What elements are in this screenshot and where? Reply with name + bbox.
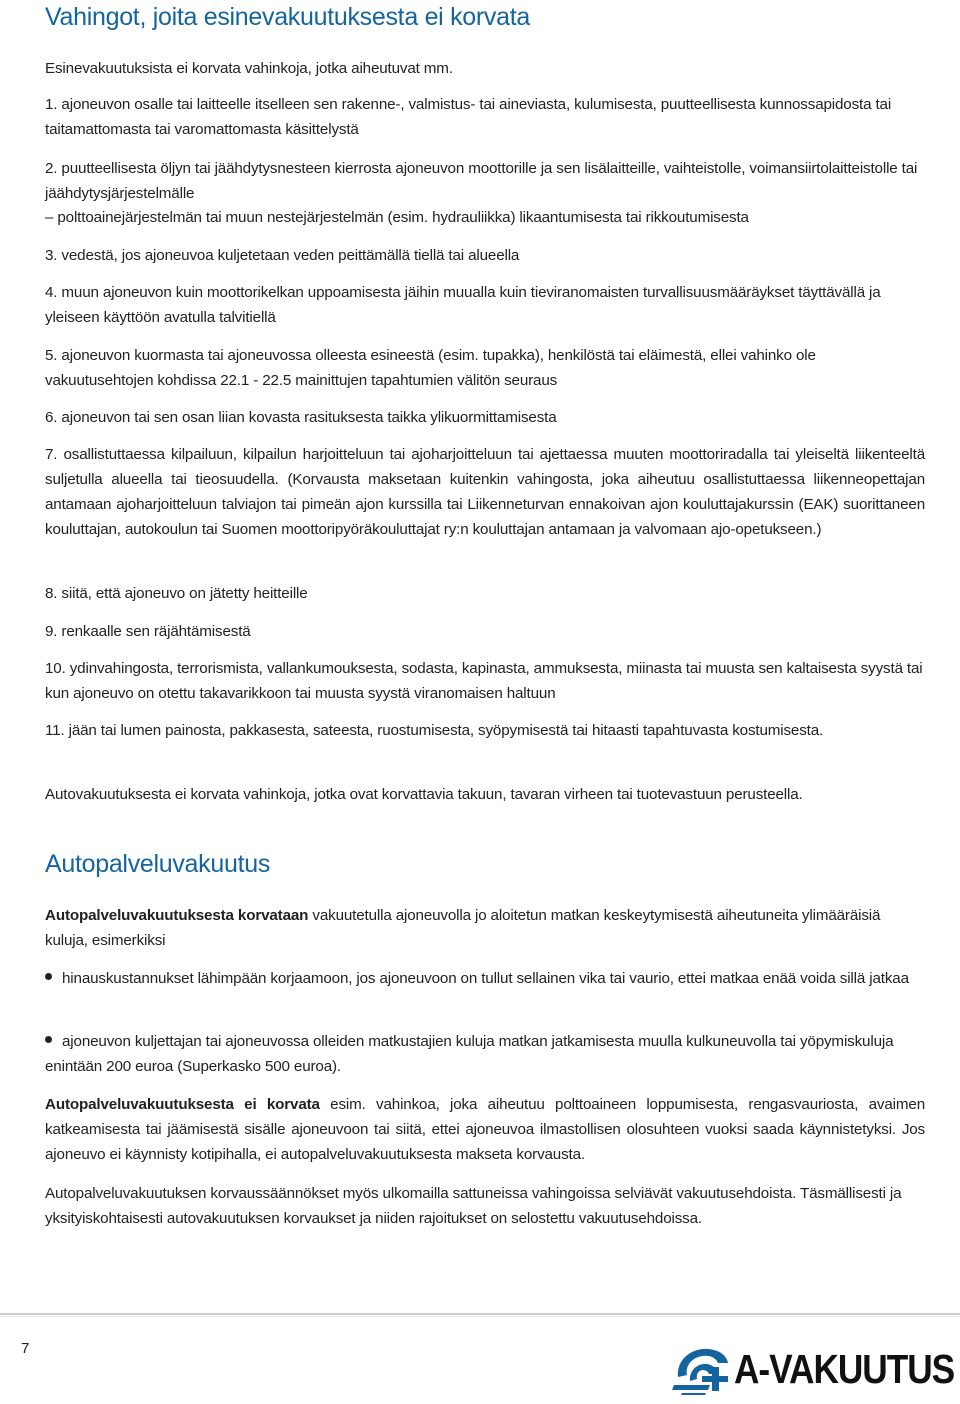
bullet-icon bbox=[45, 973, 52, 980]
covered-text: vakuutetulla ajoneuvolla jo aloitetun matkan keskeytymisestä aiheutuneita ylimääräisiä kuluja, esimerkiksi bbox=[45, 907, 881, 949]
section-title-exclusions: Vahingot, joita esinevakuutuksesta ei korvata bbox=[45, 3, 530, 31]
autopalvelu-final-paragraph: Autopalveluvakuutuksen korvaussäännökset myös ulkomailla sattuneissa vahingoissa selviävät vakuutusehdoista. Täsmällisesti ja yksityiskohtaisesti autovakuutuksen korvaukset ja niiden rajoitukset on selostettu vakuutusehdoissa. bbox=[45, 1185, 902, 1227]
bullet-text: ajoneuvon kuljettajan tai ajoneuvossa olleiden matkustajien kuluja matkan jatkamisesta muulla kulkuneuvolla tai yöpymiskuluja enintään 200 euroa (Superkasko 500 euroa). bbox=[45, 1033, 894, 1075]
autopalvelu-covered-paragraph bbox=[45, 903, 925, 953]
exclusion-item-2: 2. puutteellisesta öljyn tai jäähdytysnesteen kierrosta ajoneuvon moottorille ja sen lisälaitteille, vaihteistolle, voimansiirtolaitteistolle tai jäähdytysjärjestelmälle bbox=[45, 160, 918, 202]
exclusion-item-2-sub: – polttoainejärjestelmän tai muun nestejärjestelmän (esim. hydrauliikka) likaantumisesta tai rikkoutumisesta bbox=[45, 209, 749, 226]
autopalvelu-not-covered-paragraph bbox=[45, 1092, 925, 1167]
exclusion-item-1: 1. ajoneuvon osalle tai laitteelle itselleen sen rakenne-, valmistus- tai aineviasta, kulumisesta, puutteellisesta kunnossapidosta tai taitamattomasta tai varomattomasta käsittelystä bbox=[45, 96, 892, 138]
exclusion-item-5: 5. ajoneuvon kuormasta tai ajoneuvossa olleesta esineestä (esim. tupakka), henkilöstä tai eläimestä, ellei vahinko ole vakuutusehtojen kohdissa 22.1 - 22.5 mainittujen tapahtumien välitön seuraus bbox=[45, 347, 816, 389]
intro-text: Esinevakuutuksista ei korvata vahinkoja, jotka aiheutuvat mm. bbox=[45, 60, 453, 77]
exclusion-item-6: 6. ajoneuvon tai sen osan liian kovasta rasituksesta taikka ylikuormittamisesta bbox=[45, 409, 557, 426]
not-covered-bold-label: Autopalveluvakuutuksesta ei korvata bbox=[45, 1096, 320, 1113]
exclusion-item-3: 3. vedestä, jos ajoneuvoa kuljetetaan veden peittämällä tiellä tai alueella bbox=[45, 247, 520, 264]
bullet-text: hinauskustannukset lähimpään korjaamoon, jos ajoneuvoon on tullut sellainen vika tai vaurio, ettei matkaa enää voida sillä jatkaa bbox=[62, 970, 909, 987]
footer-divider-shadow bbox=[0, 1316, 960, 1317]
exclusion-item-11: 11. jään tai lumen painosta, pakkasesta, sateesta, ruostumisesta, syöpymisestä tai hitaasti tapahtuvasta kostumisesta. bbox=[45, 722, 824, 739]
page-number: 7 bbox=[21, 1340, 30, 1357]
bullet-icon bbox=[45, 1036, 52, 1043]
closing-text: Autovakuutuksesta ei korvata vahinkoja, jotka ovat korvattavia takuun, tavaran virheen tai tuotevastuun perusteella. bbox=[45, 786, 803, 803]
exclusion-item-8: 8. siitä, että ajoneuvo on jätetty heitteille bbox=[45, 585, 308, 602]
section-title-autopalvelu: Autopalveluvakuutus bbox=[45, 850, 271, 878]
not-covered-text: esim. vahinkoa, joka aiheutuu polttoaineen loppumisesta, rengasvauriosta, avaimen katkeamisesta tai jäämisestä sisälle ajoneuvoon tai siitä, ettei ajoneuvoa ilmastollisen olosuhteen vuoksi saada käynnistetyksi. Jos ajoneuvo ei käynnisty kotipihalla, ei autopalveluvakuutuksesta makseta korvausta. bbox=[45, 1096, 925, 1163]
a-vakuutus-logo bbox=[672, 1343, 955, 1395]
exclusion-item-7: 7. osallistuttaessa kilpailuun, kilpailun harjoitteluun tai ajoharjoitteluun tai ajettaessa muuten moottoriradalla tai yleiseltä liikenteeltä suljetulla alueella tai tieosuudella. (Korvausta maksetaan kuitenkin vahingosta, joka aiheutuu osallistuttaessa liikenneopettajan antamaan ajoharjoitteluun talviajon tai pimeän ajon kurssilla tai Liikenneturvan ennakoivan ajon kouluttajakurssin (EAK) suorittaneen kouluttajan, autokoulun tai Suomen moottoripyöräkouluttajat ry:n kouluttajan antamaan ja valvomaan ajo-opetukseen.) bbox=[45, 446, 925, 538]
logo-wordmark: A-VAKUUTUS bbox=[734, 1346, 955, 1392]
exclusion-item-4: 4. muun ajoneuvon kuin moottorikelkan uppoamisesta jäihin muualla kuin tieviranomaisten turvallisuusmääräykset täyttävällä ja yleiseen käyttöön avatulla talvitiellä bbox=[45, 284, 881, 326]
bullet-item bbox=[45, 966, 925, 991]
exclusion-item-9: 9. renkaalle sen räjähtämisestä bbox=[45, 623, 251, 640]
bullet-item bbox=[45, 1029, 925, 1079]
exclusion-item-10: 10. ydinvahingosta, terrorismista, vallankumouksesta, sodasta, kapinasta, ammuksesta, miinasta tai muusta sen kaltaisesta syystä tai kun ajoneuvo on otettu takavarikkoon tai muusta syystä viranomaisen haltuun bbox=[45, 660, 923, 702]
covered-bold-label: Autopalveluvakuutuksesta korvataan bbox=[45, 907, 309, 924]
a-vakuutus-logo-icon bbox=[672, 1343, 730, 1395]
footer-divider bbox=[0, 1313, 960, 1315]
